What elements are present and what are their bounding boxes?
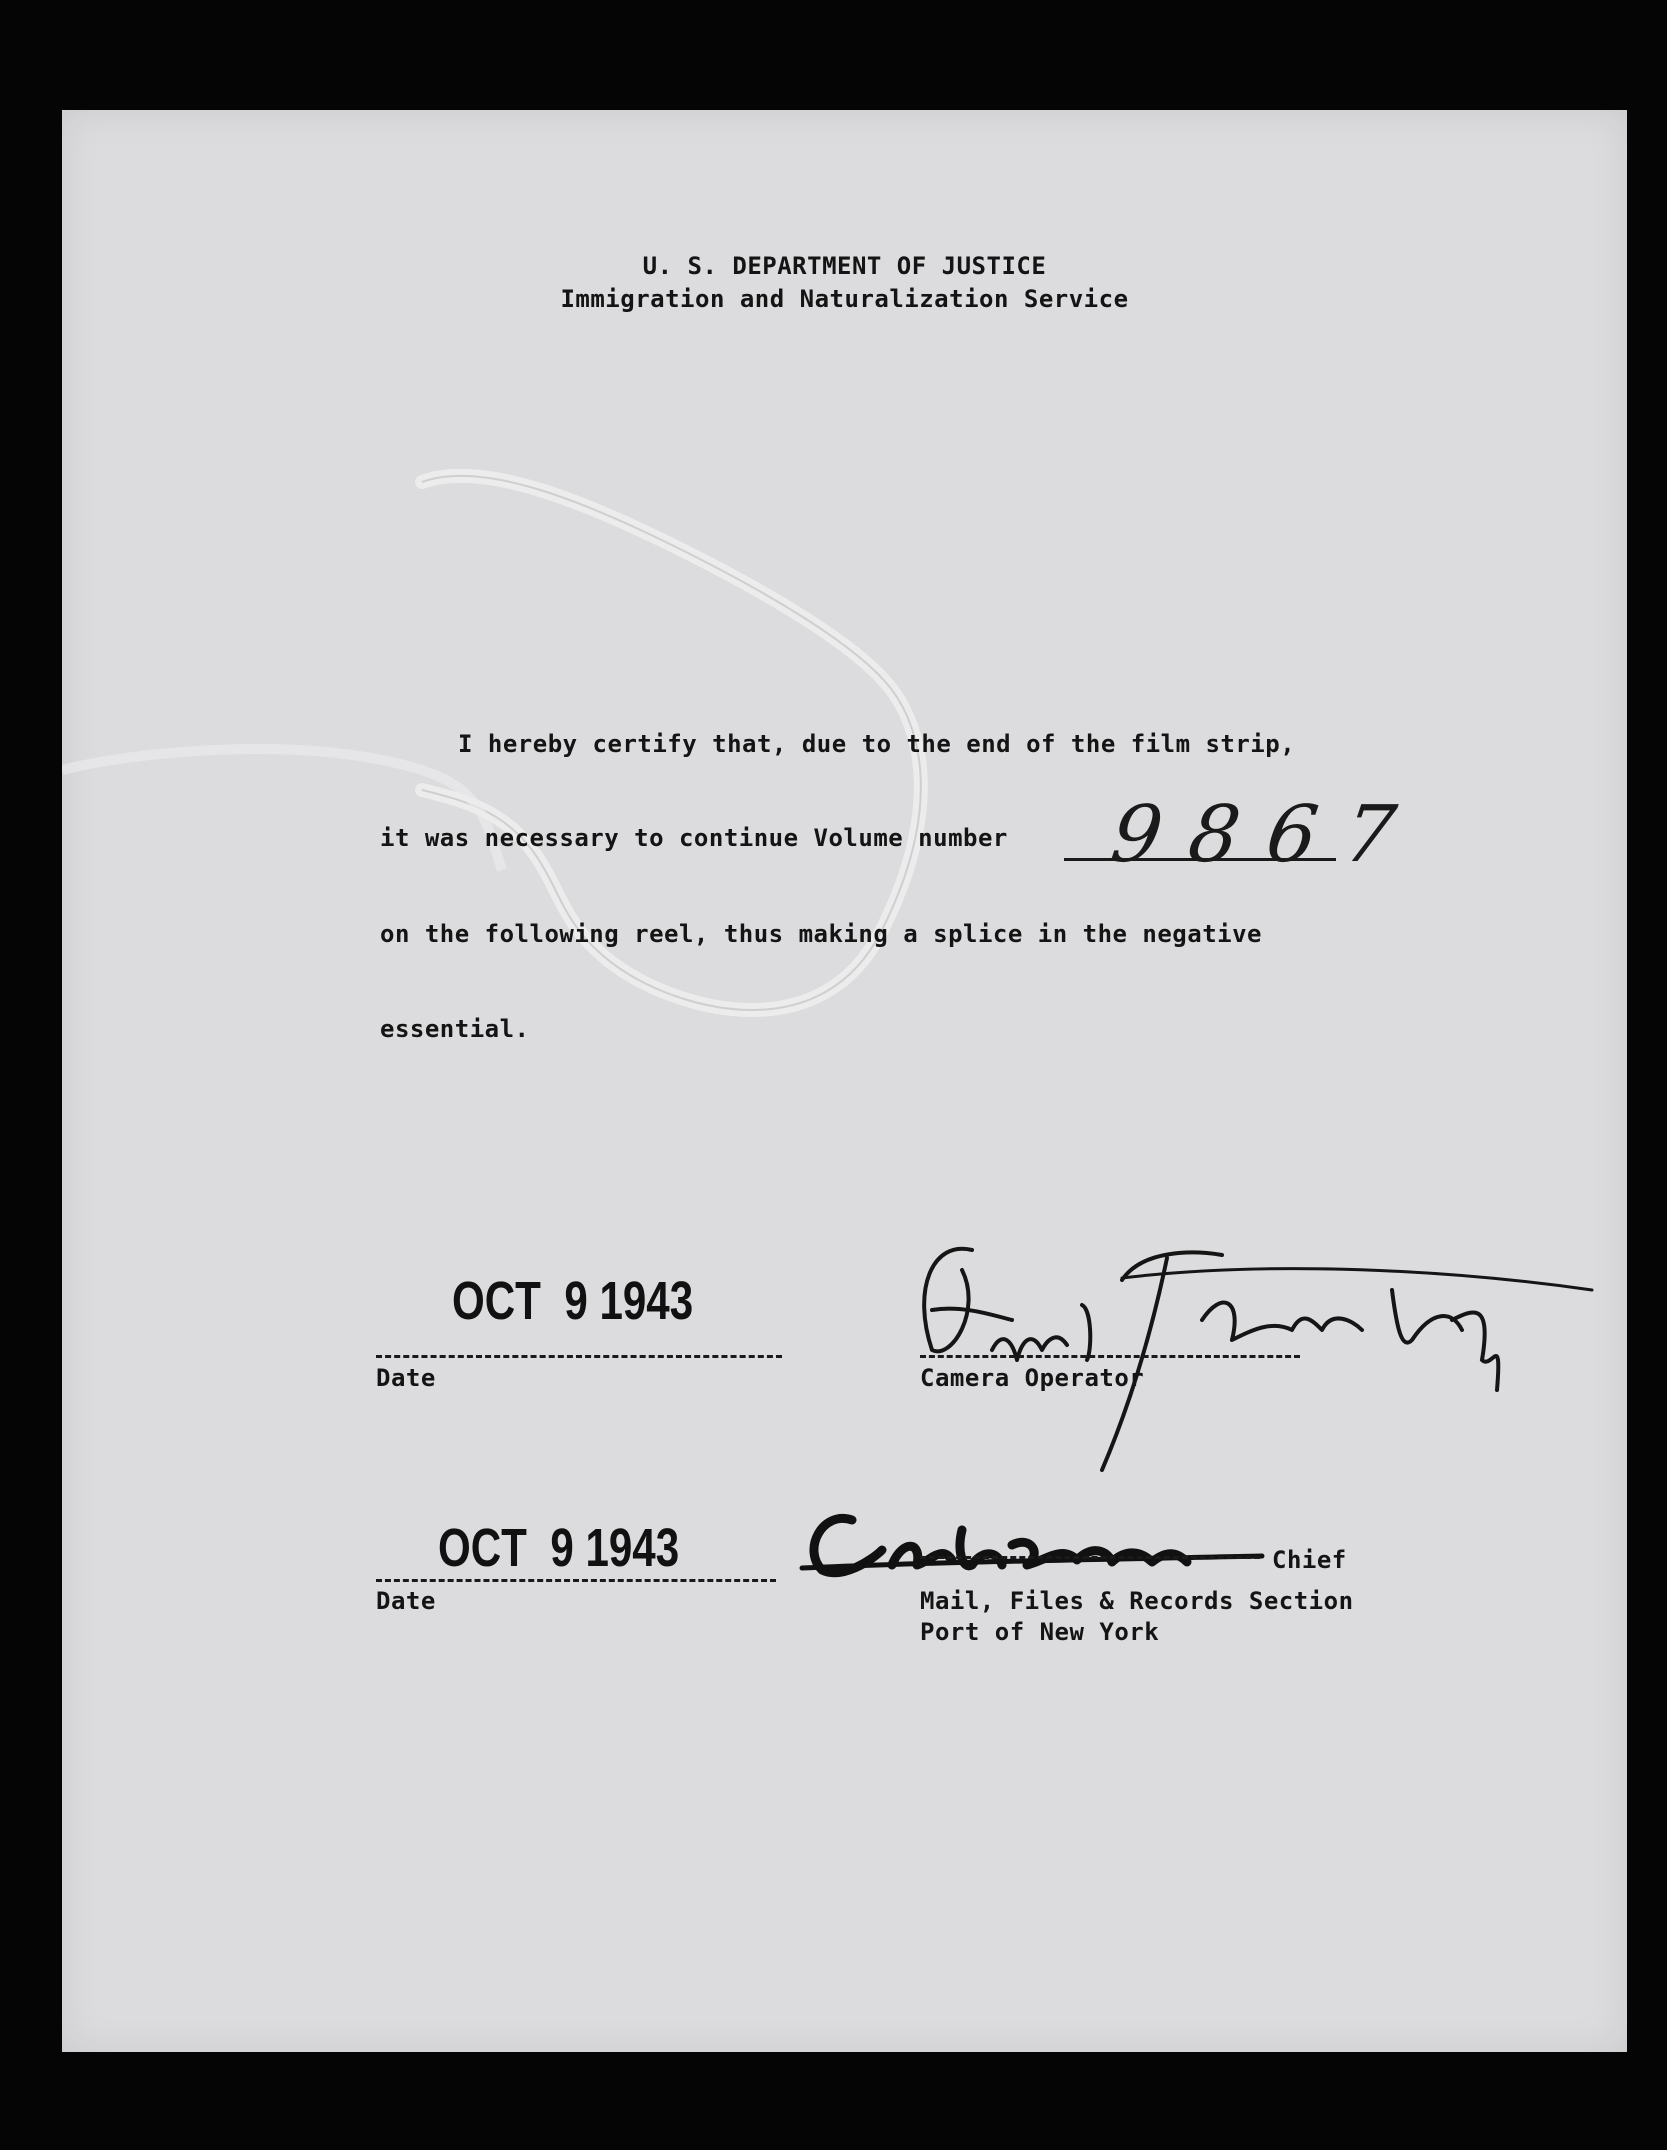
section-label: Mail, Files & Records Section <box>920 1587 1354 1615</box>
date-line-camera <box>376 1355 782 1358</box>
date-label-camera: Date <box>376 1364 436 1392</box>
certificate-line-1: I hereby certify that, due to the end of the film strip, <box>458 730 1296 758</box>
date-stamp-camera: OCT 9 1943 <box>452 1271 694 1331</box>
document-page <box>62 110 1627 2052</box>
volume-number-handwritten: 9867 <box>1105 790 1429 880</box>
signature-line-chief <box>920 1556 1260 1559</box>
camera-operator-label: Camera Operator <box>920 1364 1145 1392</box>
department-heading: U. S. DEPARTMENT OF JUSTICE <box>642 252 1047 280</box>
port-label: Port of New York <box>920 1618 1160 1646</box>
tape-residue-mark <box>62 110 1627 2052</box>
chief-title-label: Chief <box>1272 1546 1347 1574</box>
certificate-line-3: on the following reel, thus making a splice in the negative <box>380 920 1263 948</box>
certificate-line-2: it was necessary to continue Volume number <box>380 824 1008 852</box>
service-heading: Immigration and Naturalization Service <box>560 285 1129 313</box>
date-label-chief: Date <box>376 1587 436 1615</box>
certificate-line-4: essential. <box>380 1015 530 1043</box>
date-line-chief <box>376 1579 776 1582</box>
volume-number-line <box>1064 858 1336 861</box>
date-stamp-chief: OCT 9 1943 <box>438 1518 680 1578</box>
chief-signature <box>782 1490 1342 1600</box>
signature-line-camera <box>920 1355 1300 1358</box>
